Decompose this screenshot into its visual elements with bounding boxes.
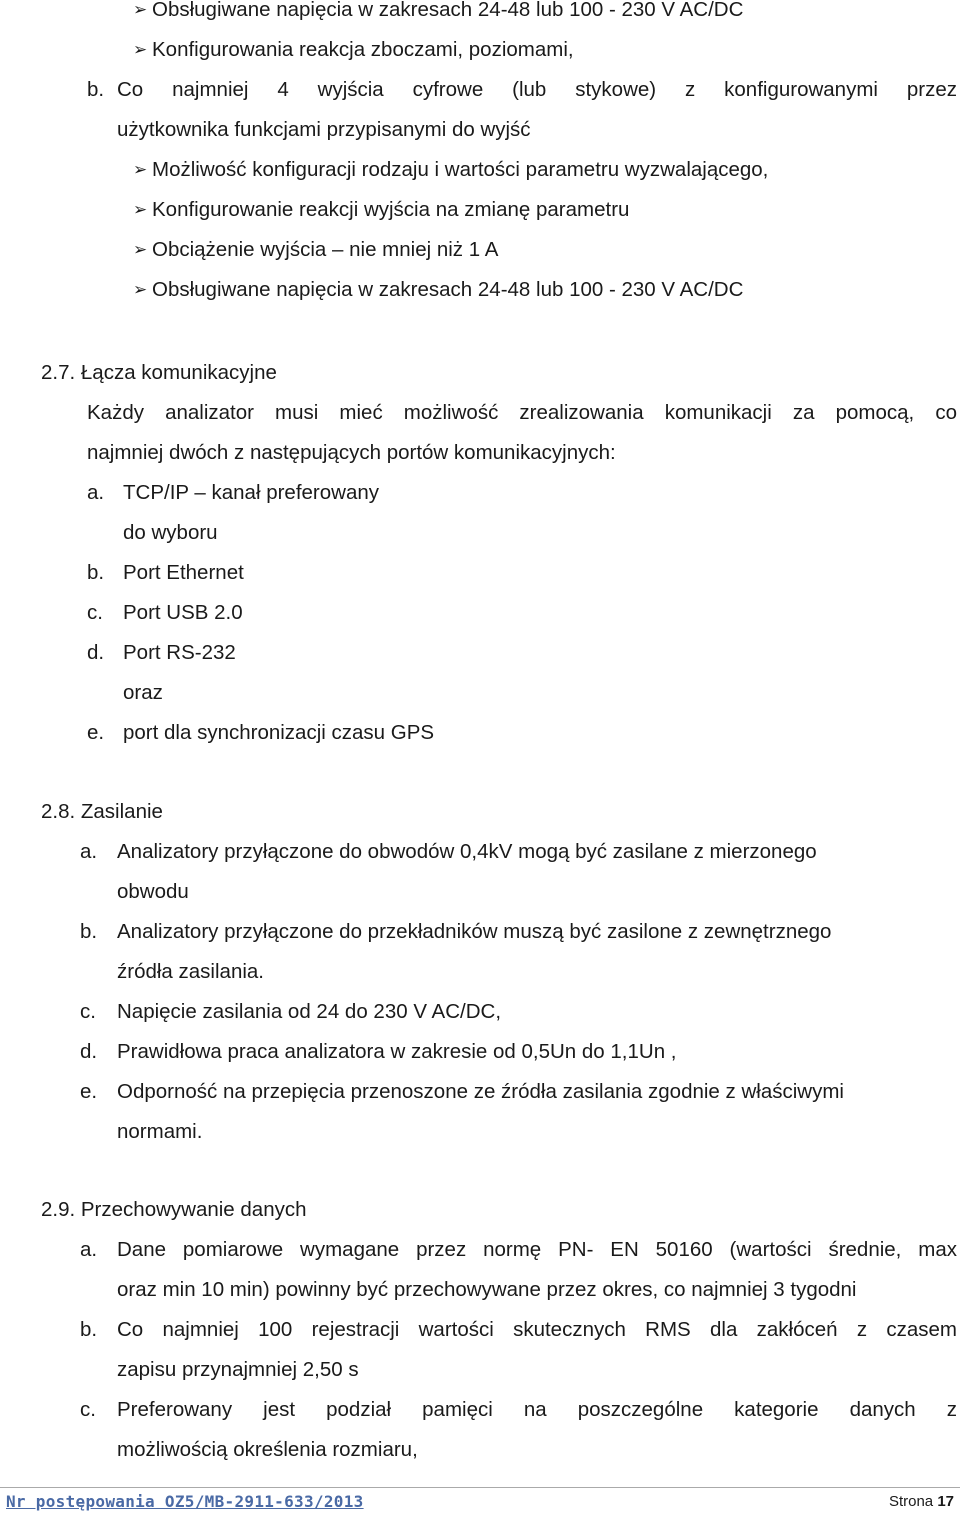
list-marker: a. [87,481,105,504]
page-number: Strona 17 [888,1493,954,1510]
paragraph-line: najmniej dwóch z następujących portów komunikacyjnych: [87,441,616,464]
list-marker: b. [87,561,105,584]
list-item: Prawidłowa praca analizatora w zakresie od 0,5Un do 1,1Un , [117,1040,677,1063]
list-item-cont: obwodu [117,880,189,903]
bullet-item: ➢ Konfigurowanie reakcji wyjścia na zmianę parametru [133,198,630,221]
list-item: Co najmniej 100 rejestracji wartości skutecznych RMS dla zakłóceń z czasem [117,1318,957,1341]
arrow-bullet-icon: ➢ [133,160,148,179]
list-item-cont: źródła zasilania. [117,960,264,983]
list-marker: a. [80,840,98,863]
list-marker: a. [80,1238,98,1261]
list-marker: b. [80,1318,98,1341]
section-heading: 2.7. Łącza komunikacyjne [41,361,277,384]
list-marker: d. [80,1040,98,1063]
bullet-item: ➢ Konfigurowania reakcja zboczami, poziomami, [133,38,574,61]
paragraph-line: użytkownika funkcjami przypisanymi do wyjść [117,118,531,141]
list-marker: c. [87,601,103,624]
footer-reference-link[interactable]: Nr postępowania OZ5/MB-2911-633/2013 [6,1492,364,1511]
bullet-item: ➢ Możliwość konfiguracji rodzaju i wartości parametru wyzwalającego, [133,158,769,181]
list-marker: b. [87,78,105,101]
section-heading: 2.9. Przechowywanie danych [41,1198,307,1221]
footer-divider [0,1487,960,1488]
list-marker: e. [80,1080,98,1103]
arrow-bullet-icon: ➢ [133,280,148,299]
list-marker: c. [80,1398,96,1421]
bullet-item: ➢ Obsługiwane napięcia w zakresach 24-48 lub 100 - 230 V AC/DC [133,278,744,301]
list-item-cont: możliwością określenia rozmiaru, [117,1438,418,1461]
list-item: Napięcie zasilania od 24 do 230 V AC/DC, [117,1000,502,1023]
list-item: Dane pomiarowe wymagane przez normę PN- EN 50160 (wartości średnie, max [117,1238,957,1261]
list-item: Odporność na przepięcia przenoszone ze źródła zasilania zgodnie z właściwymi [117,1080,844,1103]
list-item: TCP/IP – kanał preferowany [123,481,379,504]
paragraph-line: Co najmniej 4 wyjścia cyfrowe (lub stykowe) z konfigurowanymi przez [117,78,957,101]
arrow-bullet-icon: ➢ [133,240,148,259]
list-marker: c. [80,1000,96,1023]
arrow-bullet-icon: ➢ [133,40,148,59]
list-item-cont: zapisu przynajmniej 2,50 s [117,1358,359,1381]
arrow-bullet-icon: ➢ [133,200,148,219]
bullet-item: ➢ Obciążenie wyjścia – nie mniej niż 1 A [133,238,499,261]
paragraph-line: Każdy analizator musi mieć możliwość zrealizowania komunikacji za pomocą, co [87,401,957,424]
list-note: do wyboru [123,521,218,544]
list-item: port dla synchronizacji czasu GPS [123,721,435,744]
list-item: Port Ethernet [123,561,244,584]
list-item: Port RS-232 [123,641,236,664]
list-item-cont: oraz min 10 min) powinny być przechowywane przez okres, co najmniej 3 tygodni [117,1278,857,1301]
list-item: Preferowany jest podział pamięci na poszczególne kategorie danych z [117,1398,957,1421]
section-heading: 2.8. Zasilanie [41,800,163,823]
list-note: oraz [123,681,163,704]
list-item: Analizatory przyłączone do obwodów 0,4kV mogą być zasilane z mierzonego [117,840,817,863]
list-marker: e. [87,721,105,744]
list-marker: d. [87,641,105,664]
arrow-bullet-icon: ➢ [133,0,148,19]
bullet-item: ➢ Obsługiwane napięcia w zakresach 24-48 lub 100 - 230 V AC/DC [133,0,744,21]
list-item-cont: normami. [117,1120,203,1143]
list-item: Analizatory przyłączone do przekładników muszą być zasilone z zewnętrznego [117,920,832,943]
list-marker: b. [80,920,98,943]
list-item: Port USB 2.0 [123,601,243,624]
